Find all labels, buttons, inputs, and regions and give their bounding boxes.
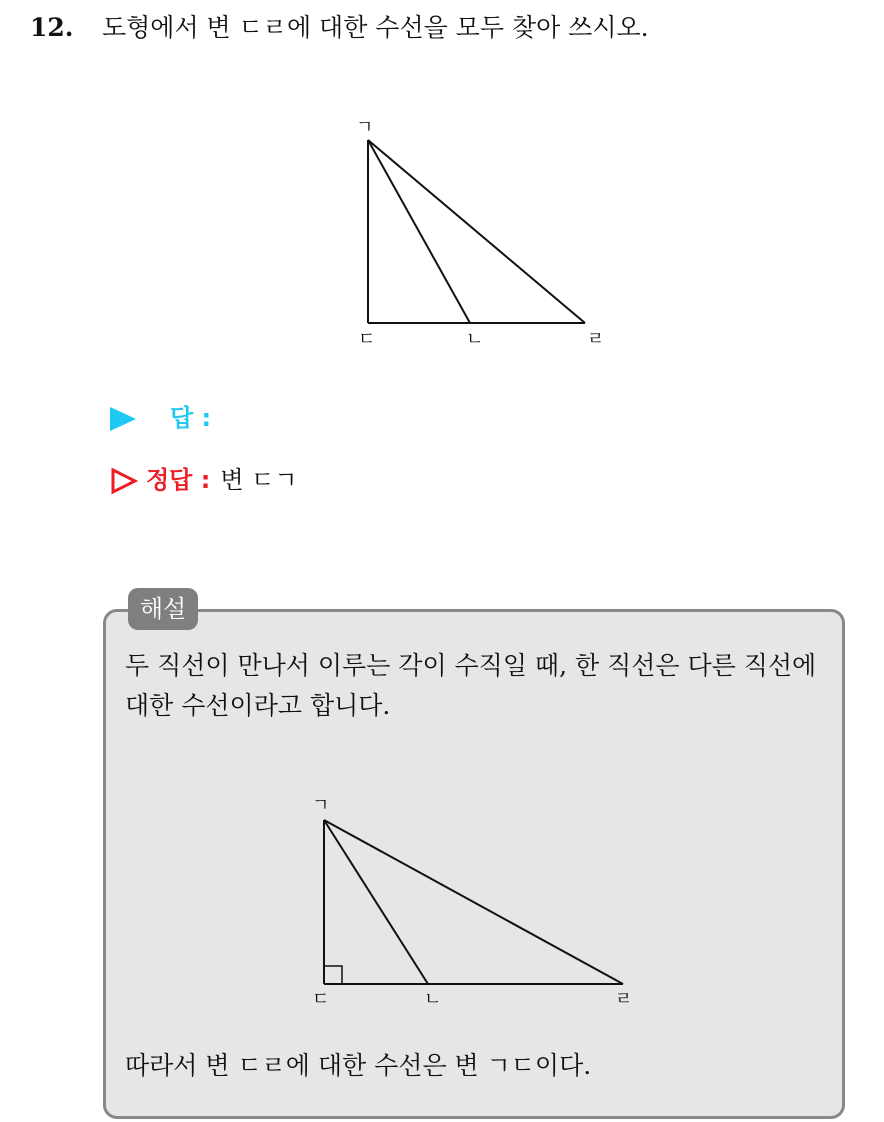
- vertex-label-bottom-mid: ㄴ: [466, 329, 484, 350]
- answer-correct-row: [110, 464, 298, 496]
- segment-a-r: [324, 820, 623, 984]
- segment-a-r: [368, 140, 585, 323]
- problem-figure: [340, 105, 630, 355]
- vertex-label-bottom-right: ㄹ: [615, 989, 633, 1010]
- solution-tag: 해설: [128, 588, 198, 630]
- solution-paragraph-1: 두 직선이 만나서 이루는 각이 수직일 때, 한 직선은 다른 직선에 대한 수선이라고 합니다.: [125, 651, 817, 720]
- solution-figure: [300, 785, 645, 1015]
- outline-triangle-icon: [110, 467, 138, 495]
- segment-a-n: [368, 140, 470, 323]
- vertex-label-bottom-mid: ㄴ: [424, 989, 442, 1010]
- solution-paragraph-2: 따라서 변 ㄷㄹ에 대한 수선은 변 ㄱㄷ이다.: [125, 1051, 592, 1080]
- correct-answer-label: 정답 :: [146, 466, 211, 494]
- play-triangle-icon: [110, 407, 136, 431]
- segment-a-n: [324, 820, 428, 984]
- correct-answer-value: 변 ㄷㄱ: [220, 466, 298, 494]
- question-number: 12.: [30, 13, 74, 42]
- answer-label: 답 :: [170, 404, 212, 432]
- question-text: 도형에서 변 ㄷㄹ에 대한 수선을 모두 찾아 쓰시오.: [102, 13, 649, 42]
- vertex-label-bottom-left: ㄷ: [358, 329, 376, 350]
- vertex-label-top: ㄱ: [312, 795, 330, 816]
- answer-blank-row: [110, 402, 211, 434]
- vertex-label-bottom-left: ㄷ: [312, 989, 330, 1010]
- question: [30, 10, 649, 46]
- vertex-label-bottom-right: ㄹ: [587, 329, 605, 350]
- vertex-label-top: ㄱ: [356, 117, 374, 138]
- right-angle-mark: [324, 966, 342, 984]
